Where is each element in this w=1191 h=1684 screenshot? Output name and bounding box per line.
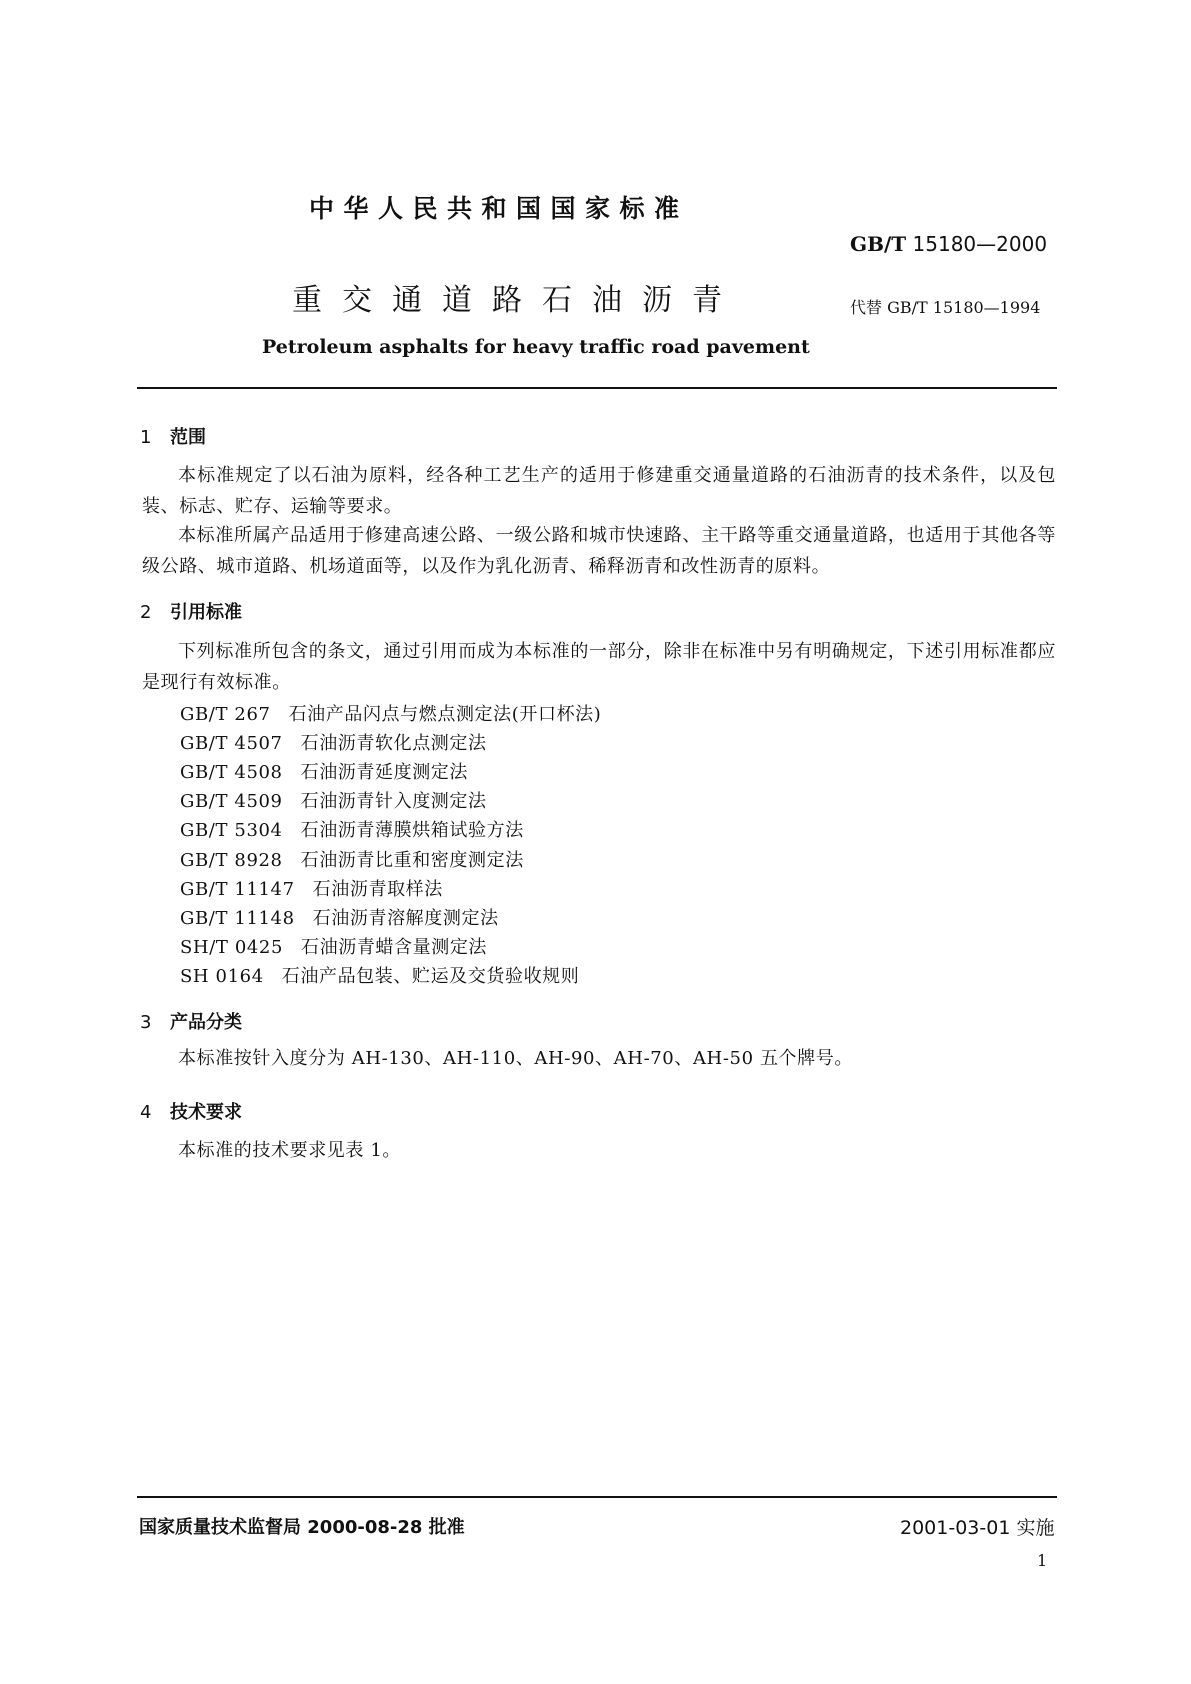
footer-divider <box>137 1496 1057 1498</box>
reference-title: 石油沥青比重和密度测定法 <box>300 850 524 871</box>
reference-title: 石油产品包装、贮运及交货验收规则 <box>281 966 580 987</box>
section-heading-scope <box>140 423 206 449</box>
reference-item <box>180 816 524 842</box>
reference-code: GB/T 11147 <box>180 879 295 900</box>
section-title: 产品分类 <box>170 1012 242 1033</box>
reference-code: GB/T 11148 <box>180 908 295 929</box>
section-heading-normative-references <box>140 598 242 624</box>
section-title: 引用标准 <box>170 602 242 623</box>
reference-title: 石油沥青蜡含量测定法 <box>301 937 488 958</box>
standard-code-number: 15180—2000 <box>912 232 1048 256</box>
reference-title: 石油沥青软化点测定法 <box>300 733 487 754</box>
reference-code: GB/T 5304 <box>180 820 283 841</box>
reference-title: 石油沥青针入度测定法 <box>300 791 487 812</box>
national-standard-label: 中华人民共和国国家标准 <box>309 194 689 223</box>
reference-item <box>180 729 487 755</box>
reference-code: GB/T 4509 <box>180 791 283 812</box>
reference-code: GB/T 8928 <box>180 850 283 871</box>
reference-item <box>180 875 443 901</box>
reference-title: 石油产品闪点与燃点测定法(开口杯法) <box>288 704 602 725</box>
section-heading-technical-requirements <box>140 1098 242 1124</box>
section-number: 4 <box>140 1102 152 1123</box>
reference-item <box>180 933 487 959</box>
reference-code: SH 0164 <box>180 966 264 987</box>
reference-item <box>180 787 487 813</box>
reference-code: SH/T 0425 <box>180 937 284 958</box>
section-number: 3 <box>140 1012 152 1033</box>
reference-code: GB/T 267 <box>180 704 271 725</box>
reference-item <box>180 846 524 872</box>
english-title: Petroleum asphalts for heavy traffic road pavement <box>262 336 810 358</box>
implementation-date: 2001-03-01 实施 <box>900 1517 1055 1539</box>
reference-item <box>180 962 579 988</box>
standard-code <box>850 232 1047 256</box>
section-title: 技术要求 <box>170 1102 242 1123</box>
reference-code: GB/T 4507 <box>180 733 283 754</box>
section-number: 2 <box>140 602 152 623</box>
reference-code: GB/T 4508 <box>180 762 283 783</box>
reference-title: 石油沥青溶解度测定法 <box>312 908 499 929</box>
paragraph: 本标准按针入度分为 AH-130、AH-110、AH-90、AH-70、AH-50 五个牌号。 <box>178 1048 853 1069</box>
reference-item <box>180 904 499 930</box>
reference-title: 石油沥青薄膜烘箱试验方法 <box>300 820 524 841</box>
section-heading-product-classification <box>140 1008 242 1034</box>
reference-item <box>180 700 601 726</box>
approval-statement: 国家质量技术监督局 2000-08-28 批准 <box>139 1517 465 1538</box>
document-title: 重交通道路石油沥青 <box>292 283 742 318</box>
page-number: 1 <box>1037 1551 1048 1570</box>
paragraph: 本标准所属产品适用于修建高速公路、一级公路和城市快速路、主干路等重交通量道路，也适用于其他各等级公路、城市道路、机场道面等，以及作为乳化沥青、稀释沥青和改性沥青的原料。 <box>142 525 1056 577</box>
paragraph: 本标准的技术要求见表 1。 <box>178 1140 401 1161</box>
standard-code-prefix: GB/T <box>850 232 907 256</box>
paragraph: 本标准规定了以石油为原料，经各种工艺生产的适用于修建重交通量道路的石油沥青的技术条件，以及包装、标志、贮存、运输等要求。 <box>142 465 1056 517</box>
reference-title: 石油沥青延度测定法 <box>300 762 469 783</box>
reference-title: 石油沥青取样法 <box>312 879 443 900</box>
paragraph: 下列标准所包含的条文，通过引用而成为本标准的一部分，除非在标准中另有明确规定，下述引用标准都应是现行有效标准。 <box>142 641 1056 693</box>
header-divider <box>137 387 1057 389</box>
section-title: 范围 <box>170 427 206 448</box>
section-number: 1 <box>140 427 152 448</box>
replaces-standard: 代替 GB/T 15180—1994 <box>850 298 1041 317</box>
reference-item <box>180 758 468 784</box>
